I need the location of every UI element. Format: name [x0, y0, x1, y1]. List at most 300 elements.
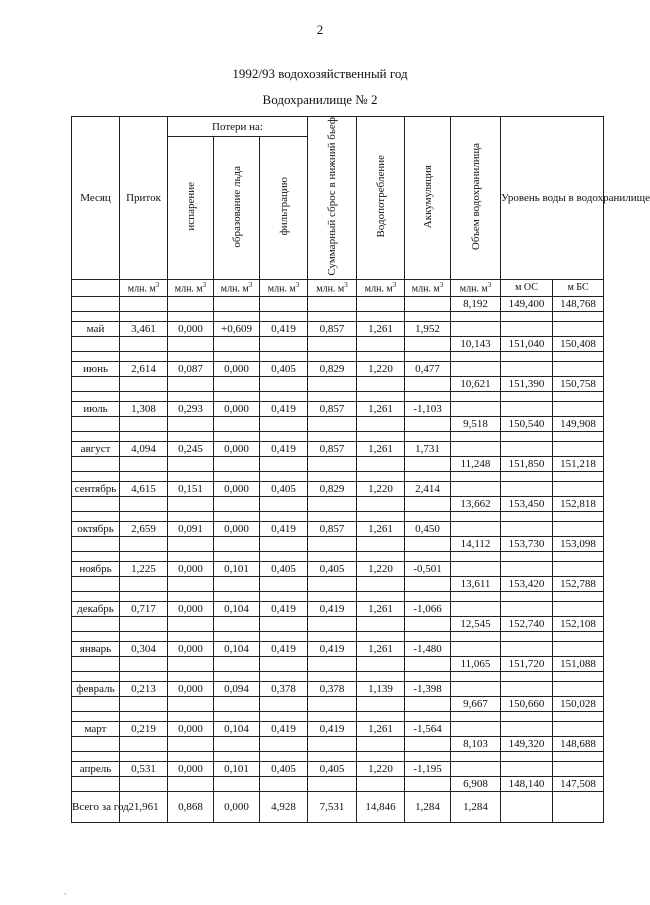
empty-cell	[405, 456, 451, 471]
evaporation-cell: 0,151	[168, 481, 214, 496]
empty-cell	[308, 711, 357, 721]
empty-cell	[405, 336, 451, 351]
level-bs-cell: 151,218	[553, 456, 604, 471]
level-os-cell: 153,420	[501, 576, 553, 591]
level-os-cell: 151,040	[501, 336, 553, 351]
empty-cell	[357, 616, 405, 631]
table-row	[72, 481, 604, 496]
table-row	[72, 761, 604, 776]
accumulation-cell: 0,450	[405, 521, 451, 536]
empty-cell	[214, 336, 260, 351]
inflow-cell: 4,094	[120, 441, 168, 456]
empty-cell	[357, 456, 405, 471]
evaporation-cell: 0,000	[168, 601, 214, 616]
empty-cell	[405, 511, 451, 521]
header-accumulation	[405, 117, 451, 280]
volume-cell: 8,192	[451, 296, 501, 311]
consumption-cell: 1,139	[357, 681, 405, 696]
total-ice-cell: 0,000	[214, 791, 260, 822]
empty-cell	[308, 656, 357, 671]
empty-cell	[120, 631, 168, 641]
empty-cell	[72, 631, 120, 641]
unit-cell: млн. $м^3$	[214, 279, 260, 296]
empty-cell	[260, 551, 308, 561]
empty-cell	[72, 416, 120, 431]
empty-cell	[168, 736, 214, 751]
unit-cell: млн. $м^3$	[260, 279, 308, 296]
month-cell: сентябрь	[72, 481, 120, 496]
empty-cell	[357, 671, 405, 681]
empty-cell	[168, 576, 214, 591]
table-row-spacer	[72, 431, 604, 441]
level-os-cell: 150,660	[501, 696, 553, 711]
month-cell: апрель	[72, 761, 120, 776]
empty-cell	[501, 391, 553, 401]
empty-cell	[72, 696, 120, 711]
empty-cell	[501, 441, 553, 456]
empty-cell	[308, 431, 357, 441]
empty-cell	[214, 536, 260, 551]
table-row-volume	[72, 456, 604, 471]
month-cell: август	[72, 441, 120, 456]
total-evap-cell: 0,868	[168, 791, 214, 822]
document-subtitle: Водохранилище № 2	[262, 92, 378, 107]
ice-cell: 0,104	[214, 641, 260, 656]
filtration-cell: 0,405	[260, 481, 308, 496]
consumption-cell: 1,261	[357, 441, 405, 456]
empty-cell	[451, 751, 501, 761]
inflow-cell: 2,614	[120, 361, 168, 376]
header-volume-label: Объем водохранилища	[469, 142, 482, 250]
empty-cell	[214, 631, 260, 641]
empty-cell	[72, 591, 120, 601]
empty-cell	[451, 351, 501, 361]
empty-cell	[168, 671, 214, 681]
empty-cell	[501, 321, 553, 336]
empty-cell	[308, 391, 357, 401]
empty-cell	[260, 376, 308, 391]
empty-cell	[357, 776, 405, 791]
ice-cell: 0,104	[214, 601, 260, 616]
accumulation-cell: -1,103	[405, 401, 451, 416]
total-filt-cell: 4,928	[260, 791, 308, 822]
empty-cell	[405, 376, 451, 391]
empty-cell	[308, 736, 357, 751]
table-row-volume	[72, 736, 604, 751]
empty-cell	[214, 591, 260, 601]
filtration-cell: 0,419	[260, 721, 308, 736]
empty-cell	[451, 601, 501, 616]
consumption-cell: 1,220	[357, 761, 405, 776]
evaporation-cell: 0,000	[168, 561, 214, 576]
ice-cell: 0,000	[214, 481, 260, 496]
empty-cell	[168, 536, 214, 551]
empty-cell	[501, 681, 553, 696]
inflow-cell: 4,615	[120, 481, 168, 496]
ice-cell: 0,000	[214, 521, 260, 536]
accumulation-cell: 1,952	[405, 321, 451, 336]
empty-cell	[553, 351, 604, 361]
empty-cell	[214, 496, 260, 511]
empty-cell	[405, 736, 451, 751]
level-os-cell: 151,720	[501, 656, 553, 671]
evaporation-cell: 0,000	[168, 641, 214, 656]
empty-cell	[405, 351, 451, 361]
empty-cell	[501, 551, 553, 561]
empty-cell	[308, 496, 357, 511]
filtration-cell: 0,419	[260, 641, 308, 656]
table-row-volume	[72, 696, 604, 711]
empty-cell	[72, 576, 120, 591]
month-cell: декабрь	[72, 601, 120, 616]
empty-cell	[168, 471, 214, 481]
empty-cell	[451, 521, 501, 536]
empty-cell	[168, 591, 214, 601]
empty-cell	[405, 616, 451, 631]
empty-cell	[214, 576, 260, 591]
empty-cell	[501, 791, 553, 822]
empty-cell	[120, 671, 168, 681]
evaporation-cell: 0,293	[168, 401, 214, 416]
empty-cell	[120, 471, 168, 481]
empty-cell	[357, 576, 405, 591]
empty-cell	[72, 736, 120, 751]
table-row-volume	[72, 416, 604, 431]
inflow-cell: 0,717	[120, 601, 168, 616]
discharge-cell: 0,405	[308, 761, 357, 776]
empty-cell	[72, 551, 120, 561]
accumulation-cell: 1,731	[405, 441, 451, 456]
empty-cell	[501, 351, 553, 361]
volume-cell: 12,545	[451, 616, 501, 631]
filtration-cell: 0,405	[260, 561, 308, 576]
discharge-cell: 0,857	[308, 441, 357, 456]
table-row	[72, 441, 604, 456]
empty-cell	[260, 696, 308, 711]
table-row	[72, 521, 604, 536]
empty-cell	[168, 776, 214, 791]
inflow-cell: 1,225	[120, 561, 168, 576]
month-cell: ноябрь	[72, 561, 120, 576]
volume-cell: 13,611	[451, 576, 501, 591]
empty-cell	[260, 751, 308, 761]
empty-cell	[357, 351, 405, 361]
empty-cell	[405, 656, 451, 671]
empty-cell	[72, 336, 120, 351]
empty-cell	[357, 711, 405, 721]
header-accumulation-label: Аккумуляция	[421, 164, 434, 228]
total-volume-cell: 1,284	[451, 791, 501, 822]
empty-cell	[357, 656, 405, 671]
evaporation-cell: 0,091	[168, 521, 214, 536]
evaporation-cell: 0,000	[168, 321, 214, 336]
empty-cell	[553, 751, 604, 761]
table-row-volume	[72, 576, 604, 591]
table-row-spacer	[72, 471, 604, 481]
empty-cell	[501, 591, 553, 601]
level-os-cell: 153,730	[501, 536, 553, 551]
empty-cell	[72, 391, 120, 401]
level-os-cell: 149,400	[501, 296, 553, 311]
discharge-cell: 0,405	[308, 561, 357, 576]
volume-cell: 10,621	[451, 376, 501, 391]
consumption-cell: 1,261	[357, 401, 405, 416]
level-bs-cell: 150,758	[553, 376, 604, 391]
empty-cell	[260, 431, 308, 441]
empty-cell	[168, 311, 214, 321]
evaporation-cell: 0,000	[168, 721, 214, 736]
volume-cell: 11,248	[451, 456, 501, 471]
empty-cell	[357, 416, 405, 431]
total-accum-cell: 1,284	[405, 791, 451, 822]
ice-cell: 0,000	[214, 401, 260, 416]
empty-cell	[72, 311, 120, 321]
empty-cell	[72, 671, 120, 681]
empty-cell	[501, 361, 553, 376]
empty-cell	[214, 511, 260, 521]
empty-cell	[405, 431, 451, 441]
empty-cell	[168, 351, 214, 361]
empty-cell	[168, 631, 214, 641]
empty-cell	[72, 656, 120, 671]
volume-cell: 14,112	[451, 536, 501, 551]
empty-cell	[405, 576, 451, 591]
unit-cell: млн. $м^3$	[120, 279, 168, 296]
empty-cell	[553, 521, 604, 536]
consumption-cell: 1,261	[357, 601, 405, 616]
total-discharge-cell: 7,531	[308, 791, 357, 822]
header-consumption-label: Водопотребление	[374, 155, 387, 238]
consumption-cell: 1,261	[357, 321, 405, 336]
empty-cell	[357, 311, 405, 321]
empty-cell	[357, 536, 405, 551]
empty-cell	[120, 536, 168, 551]
empty-cell	[260, 456, 308, 471]
empty-cell	[553, 791, 604, 822]
level-bs-cell: 150,028	[553, 696, 604, 711]
accumulation-cell: -1,564	[405, 721, 451, 736]
empty-cell	[168, 296, 214, 311]
empty-cell	[260, 336, 308, 351]
empty-cell	[308, 751, 357, 761]
unit-cell-blank	[72, 279, 120, 296]
empty-cell	[451, 721, 501, 736]
empty-cell	[405, 296, 451, 311]
empty-cell	[405, 711, 451, 721]
header-filtration-label: фильтрацию	[277, 177, 290, 236]
discharge-cell: 0,857	[308, 401, 357, 416]
empty-cell	[553, 431, 604, 441]
empty-cell	[120, 431, 168, 441]
header-consumption	[357, 117, 405, 280]
volume-cell: 10,143	[451, 336, 501, 351]
empty-cell	[501, 311, 553, 321]
month-cell: июнь	[72, 361, 120, 376]
empty-cell	[501, 511, 553, 521]
accumulation-cell: -1,398	[405, 681, 451, 696]
empty-cell	[168, 496, 214, 511]
table-row-volume	[72, 776, 604, 791]
empty-cell	[72, 711, 120, 721]
empty-cell	[260, 391, 308, 401]
empty-cell	[120, 391, 168, 401]
empty-cell	[72, 351, 120, 361]
empty-cell	[72, 616, 120, 631]
empty-cell	[357, 736, 405, 751]
filtration-cell: 0,405	[260, 361, 308, 376]
empty-cell	[214, 311, 260, 321]
empty-cell	[260, 736, 308, 751]
filtration-cell: 0,419	[260, 601, 308, 616]
level-bs-cell: 152,788	[553, 576, 604, 591]
empty-cell	[120, 576, 168, 591]
empty-cell	[308, 776, 357, 791]
empty-cell	[120, 416, 168, 431]
empty-cell	[405, 536, 451, 551]
empty-cell	[260, 631, 308, 641]
empty-cell	[553, 711, 604, 721]
discharge-cell: 0,857	[308, 521, 357, 536]
empty-cell	[405, 311, 451, 321]
ice-cell: 0,000	[214, 361, 260, 376]
empty-cell	[120, 511, 168, 521]
empty-cell	[308, 631, 357, 641]
empty-cell	[214, 351, 260, 361]
empty-cell	[357, 591, 405, 601]
level-os-cell: 151,390	[501, 376, 553, 391]
empty-cell	[168, 511, 214, 521]
volume-cell: 8,103	[451, 736, 501, 751]
empty-cell	[214, 296, 260, 311]
empty-cell	[260, 616, 308, 631]
empty-cell	[501, 711, 553, 721]
empty-cell	[168, 551, 214, 561]
table-row-spacer	[72, 751, 604, 761]
empty-cell	[168, 696, 214, 711]
discharge-cell: 0,857	[308, 321, 357, 336]
empty-cell	[260, 576, 308, 591]
table-row	[72, 321, 604, 336]
empty-cell	[451, 711, 501, 721]
empty-cell	[72, 511, 120, 521]
empty-cell	[308, 296, 357, 311]
table-row-spacer	[72, 511, 604, 521]
header-evaporation	[168, 137, 214, 279]
table-row-volume	[72, 656, 604, 671]
inflow-cell: 0,304	[120, 641, 168, 656]
inflow-cell: 0,213	[120, 681, 168, 696]
empty-cell	[357, 296, 405, 311]
header-losses: Потери на:	[168, 117, 308, 137]
total-label-cell: Всего за год	[72, 791, 120, 822]
empty-cell	[451, 441, 501, 456]
empty-cell	[451, 561, 501, 576]
empty-cell	[72, 296, 120, 311]
table-row-volume	[72, 376, 604, 391]
empty-cell	[451, 671, 501, 681]
empty-cell	[214, 551, 260, 561]
empty-cell	[168, 431, 214, 441]
header-month: Месяц	[72, 117, 120, 280]
empty-cell	[357, 496, 405, 511]
empty-cell	[451, 481, 501, 496]
empty-cell	[405, 391, 451, 401]
header-ice-label: образование льда	[230, 165, 243, 248]
header-inflow: Приток	[120, 117, 168, 280]
empty-cell	[168, 616, 214, 631]
table-row-spacer	[72, 711, 604, 721]
empty-cell	[451, 631, 501, 641]
empty-cell	[214, 776, 260, 791]
empty-cell	[451, 311, 501, 321]
empty-cell	[501, 561, 553, 576]
empty-cell	[214, 671, 260, 681]
empty-cell	[553, 631, 604, 641]
total-inflow-cell: 21,961	[120, 791, 168, 822]
empty-cell	[308, 336, 357, 351]
page-number: 2	[316, 22, 324, 37]
table-row-spacer	[72, 391, 604, 401]
unit-cell: млн. $м^3$	[308, 279, 357, 296]
volume-cell: 9,518	[451, 416, 501, 431]
empty-cell	[553, 391, 604, 401]
level-bs-cell: 150,408	[553, 336, 604, 351]
empty-cell	[501, 631, 553, 641]
empty-cell	[357, 696, 405, 711]
table-row-spacer	[72, 591, 604, 601]
filtration-cell: 0,419	[260, 441, 308, 456]
scan-mark: `	[64, 892, 67, 901]
empty-cell	[120, 616, 168, 631]
filtration-cell: 0,405	[260, 761, 308, 776]
table-row-spacer	[72, 671, 604, 681]
empty-cell	[214, 616, 260, 631]
unit-cell: млн. $м^3$	[451, 279, 501, 296]
empty-cell	[308, 456, 357, 471]
empty-cell	[308, 591, 357, 601]
unit-cell: млн. $м^3$	[357, 279, 405, 296]
filtration-cell: 0,378	[260, 681, 308, 696]
month-cell: февраль	[72, 681, 120, 696]
level-os-cell: 152,740	[501, 616, 553, 631]
empty-cell	[72, 431, 120, 441]
discharge-cell: 0,419	[308, 601, 357, 616]
consumption-cell: 1,220	[357, 361, 405, 376]
empty-cell	[451, 401, 501, 416]
empty-cell	[553, 671, 604, 681]
evaporation-cell: 0,000	[168, 761, 214, 776]
empty-cell	[357, 431, 405, 441]
empty-cell	[308, 696, 357, 711]
ice-cell: 0,101	[214, 761, 260, 776]
empty-cell	[451, 761, 501, 776]
empty-cell	[260, 591, 308, 601]
empty-cell	[451, 511, 501, 521]
level-bs-cell: 147,508	[553, 776, 604, 791]
level-bs-cell: 149,908	[553, 416, 604, 431]
empty-cell	[451, 321, 501, 336]
empty-cell	[120, 736, 168, 751]
empty-cell	[553, 561, 604, 576]
empty-cell	[553, 511, 604, 521]
empty-cell	[260, 471, 308, 481]
empty-cell	[260, 311, 308, 321]
empty-cell	[501, 671, 553, 681]
table-row-volume	[72, 336, 604, 351]
empty-cell	[553, 311, 604, 321]
level-bs-cell: 151,088	[553, 656, 604, 671]
empty-cell	[501, 641, 553, 656]
